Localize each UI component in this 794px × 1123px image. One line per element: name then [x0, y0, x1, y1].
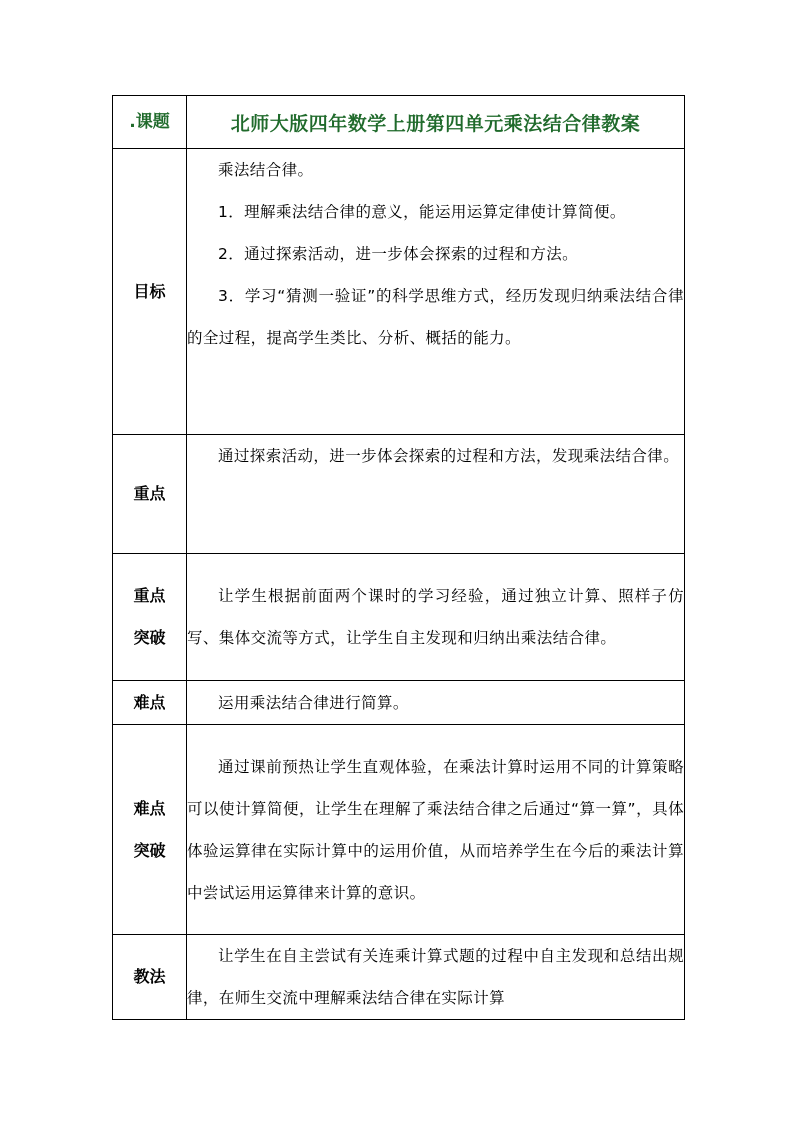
content-paragraph: 让学生在自主尝试有关连乘计算式题的过程中自主发现和总结出规律，在师生交流中理解乘法结合律在实际计算	[187, 947, 684, 1007]
row-difficulty-breakthrough	[113, 725, 685, 935]
row-content-difficulty-breakthrough	[187, 725, 685, 935]
row-content-teaching-method	[187, 935, 685, 1020]
row-content-goals	[187, 149, 685, 435]
label-line: 重点	[133, 484, 166, 503]
label-line: 难点	[133, 798, 166, 818]
row-content-key-point	[187, 435, 685, 554]
title-label: .课题	[113, 96, 187, 149]
row-teaching-method	[113, 935, 685, 1020]
row-key-breakthrough	[113, 554, 685, 681]
label-line: 教法	[133, 967, 166, 986]
label-line: 目标	[133, 281, 166, 301]
row-label-key-point	[113, 435, 187, 554]
row-key-point	[113, 435, 685, 554]
label-line: 难点	[133, 692, 166, 712]
label-line: 重点	[133, 586, 166, 605]
content-paragraph: 2．通过探索活动，进一步体会探索的过程和方法。	[218, 245, 579, 263]
row-label-difficulty	[113, 681, 187, 725]
label-line: 突破	[133, 840, 166, 860]
content-paragraph: 3．学习“猜测一验证”的科学思维方式，经历发现归纳乘法结合律的全过程，提高学生类比、分析、概括的能力。	[187, 287, 684, 347]
content-paragraph: 通过课前预热让学生直观体验，在乘法计算时运用不同的计算策略可以使计算简便，让学生在理解了乘法结合律之后通过“算一算”，具体体验运算律在实际计算中的运用价值，从而培养学生在今后的乘法计算中尝试运用运算律来计算的意识。	[187, 757, 684, 902]
row-content-difficulty	[187, 681, 685, 725]
content-paragraph: 运用乘法结合律进行简算。	[218, 693, 409, 712]
label-line: 突破	[133, 628, 166, 647]
document-title: 北师大版四年数学上册第四单元乘法结合律教案	[187, 96, 685, 149]
row-goals	[113, 149, 685, 435]
row-label-teaching-method	[113, 935, 187, 1020]
title-row	[113, 96, 685, 149]
content-paragraph: 1．理解乘法结合律的意义，能运用运算定律使计算简便。	[218, 203, 626, 221]
row-content-key-breakthrough	[187, 554, 685, 681]
content-paragraph: 通过探索活动，进一步体会探索的过程和方法，发现乘法结合律。	[218, 447, 680, 465]
row-label-goals	[113, 149, 187, 435]
row-label-difficulty-breakthrough	[113, 725, 187, 935]
row-difficulty	[113, 681, 685, 725]
content-paragraph: 让学生根据前面两个课时的学习经验，通过独立计算、照样子仿写、集体交流等方式，让学生自主发现和归纳出乘法结合律。	[187, 587, 684, 647]
content-paragraph: 乘法结合律。	[218, 161, 314, 179]
row-label-key-breakthrough	[113, 554, 187, 681]
lesson-plan-table	[112, 95, 685, 1020]
